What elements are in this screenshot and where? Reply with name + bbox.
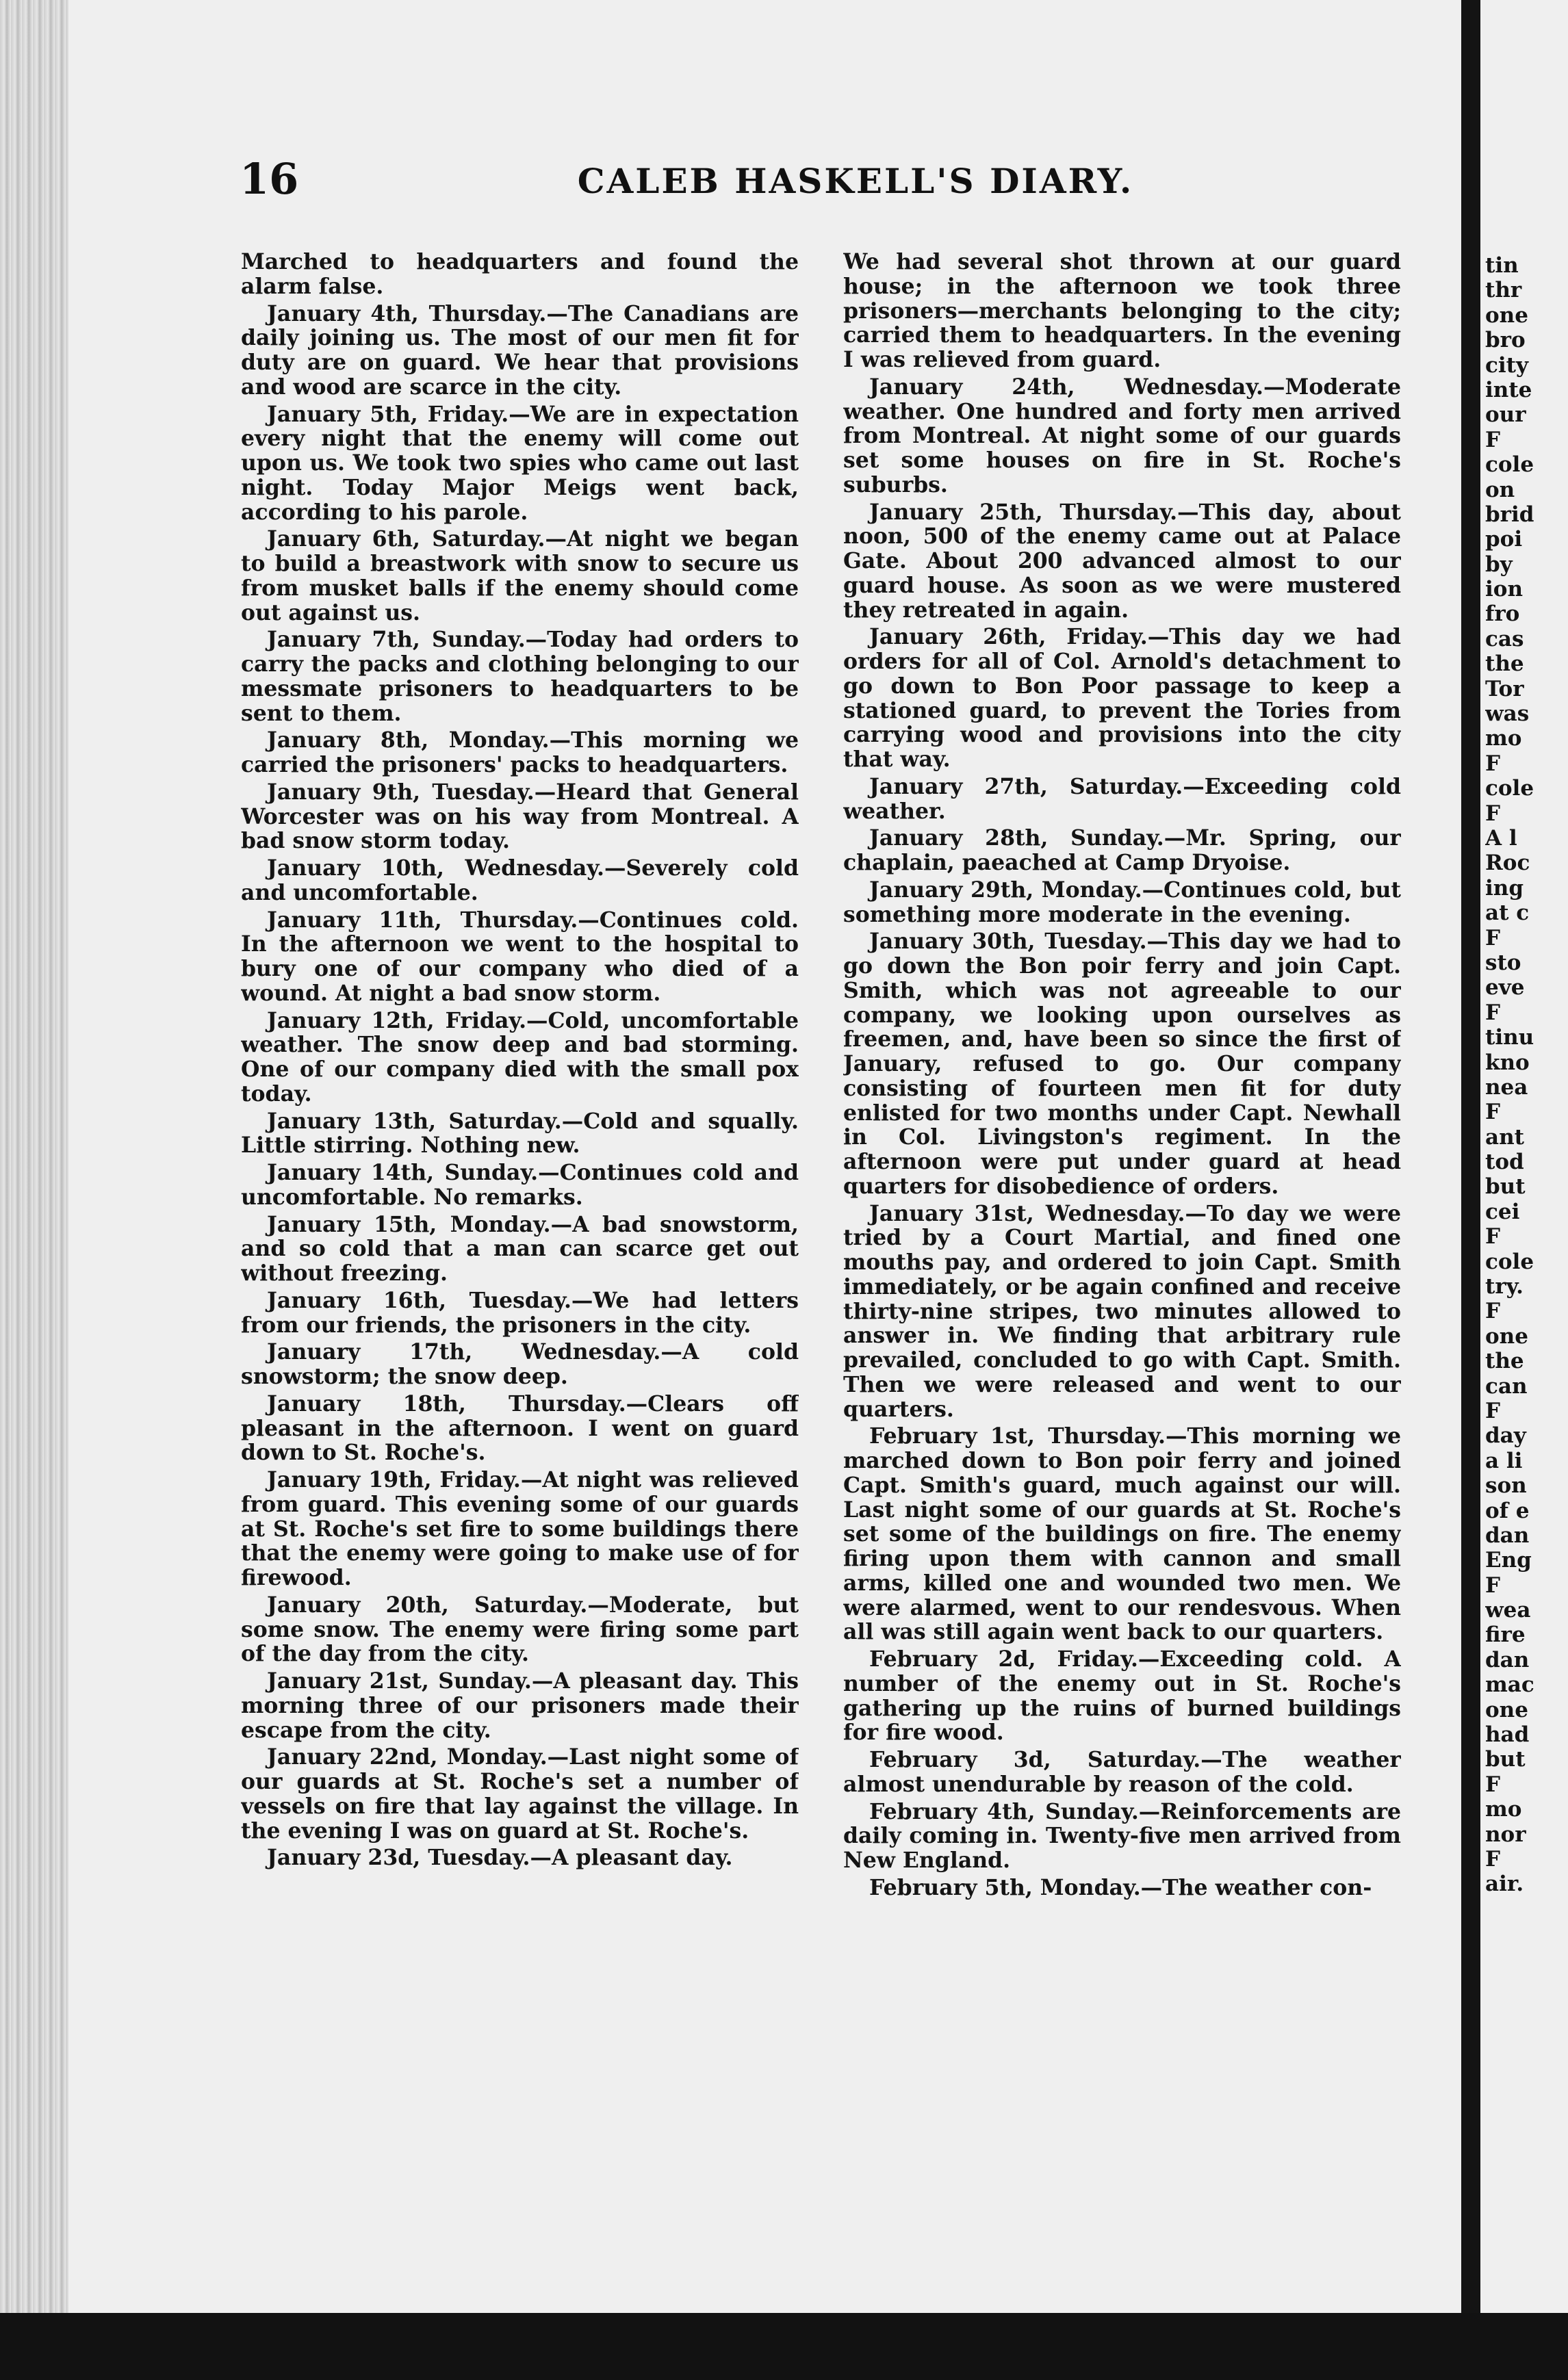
diary-entry: Marched to headquarters and found the alarm false. bbox=[241, 250, 799, 299]
text-fragment: fro bbox=[1485, 602, 1520, 627]
diary-entry: January 17th, Wednesday.—A cold snowstorm; the snow deep. bbox=[241, 1339, 799, 1389]
text-fragment: tinu bbox=[1485, 1025, 1534, 1050]
text-fragment: city bbox=[1485, 352, 1528, 378]
text-fragment: was bbox=[1485, 701, 1530, 727]
text-fragment: of e bbox=[1485, 1498, 1530, 1523]
text-fragment: F bbox=[1485, 1398, 1501, 1423]
text-fragment: cei bbox=[1485, 1199, 1520, 1224]
text-fragment: the bbox=[1485, 1349, 1524, 1374]
page-title: CALEB HASKELL'S DIARY. bbox=[577, 161, 1134, 201]
text-fragment: mac bbox=[1485, 1672, 1534, 1698]
diary-entry: January 30th, Tuesday.—This day we had to go down the Bon poir ferry and join Capt. Smith, which was not agreeable to our company, we looking upon ourselves as freemen, and, have been so since the first of January, refused to go. Our company consisting of fourteen men fit for duty enlisted for two months under Capt. Newhall in Col. Livingston's regiment. In the afternoon were put under guard at head quarters for disobedience of orders. bbox=[843, 929, 1401, 1199]
text-fragment: dan bbox=[1485, 1647, 1530, 1672]
right-column bbox=[843, 250, 1401, 2303]
text-fragment: on bbox=[1485, 477, 1515, 502]
diary-entry: January 22nd, Monday.—Last night some of our guards at St. Roche's set a number of vessels on fire that lay against the village. In the evening I was on guard at St. Roche's. bbox=[241, 1744, 799, 1844]
diary-entry: January 18th, Thursday.—Clears off pleasant in the afternoon. I went on guard down to St. Roche's. bbox=[241, 1391, 799, 1466]
text-fragment: nea bbox=[1485, 1074, 1528, 1100]
diary-entry: January 7th, Sunday.—Today had orders to carry the packs and clothing belonging to our messmate prisoners to headquarters to be sent to them. bbox=[241, 627, 799, 726]
text-fragment: eve bbox=[1485, 975, 1525, 1000]
text-fragment: one bbox=[1485, 1323, 1528, 1349]
diary-entry: January 16th, Tuesday.—We had letters from our friends, the prisoners in the city. bbox=[241, 1287, 799, 1338]
text-fragment: cas bbox=[1485, 626, 1524, 651]
text-fragment: F bbox=[1485, 801, 1501, 826]
text-fragment: ion bbox=[1485, 577, 1523, 602]
diary-entry: January 5th, Friday.—We are in expectation every night that the enemy will come out upon us. We took two spies who came out last night. Today Major Meigs went back, according to his parole. bbox=[241, 401, 799, 525]
diary-entry: January 4th, Thursday.—The Canadians are daily joining us. The most of our men fit for duty are on guard. We hear that provisions and wood are scarce in the city. bbox=[241, 300, 799, 400]
diary-entry: January 27th, Saturday.—Exceeding cold weather. bbox=[843, 773, 1401, 824]
text-fragment: Eng bbox=[1485, 1548, 1532, 1573]
diary-entry: January 25th, Thursday.—This day, about noon, 500 of the enemy came out at Palace Gate. About 200 advanced almost to our guard house. As soon as we were mustered they retreated in again. bbox=[843, 499, 1401, 623]
diary-entry: January 11th, Thursday.—Continues cold. In the afternoon we went to the hospital to bury one of our company who died of a wound. At night a bad snow storm. bbox=[241, 907, 799, 1006]
diary-entry: January 15th, Monday.—A bad snowstorm, and so cold that a man can scarce get out without freezing. bbox=[241, 1211, 799, 1286]
text-fragment: one bbox=[1485, 302, 1528, 328]
diary-entry: January 10th, Wednesday.—Severely cold and uncomfortable. bbox=[241, 855, 799, 905]
text-fragment: son bbox=[1485, 1473, 1527, 1499]
text-fragment: fire bbox=[1485, 1622, 1526, 1648]
diary-entry: We had several shot thrown at our guard house; in the afternoon we took three prisoners—merchants belonging to the city; carried them to headquarters. In the evening I was relieved from guard. bbox=[843, 250, 1401, 372]
text-fragment: F bbox=[1485, 751, 1501, 776]
text-fragment: F bbox=[1485, 1224, 1501, 1250]
text-fragment: dan bbox=[1485, 1523, 1530, 1548]
scan-bottom-edge bbox=[0, 2313, 1568, 2380]
page-gutter bbox=[1461, 0, 1480, 2380]
text-fragment: can bbox=[1485, 1373, 1528, 1399]
text-fragment: at c bbox=[1485, 901, 1530, 926]
text-fragment: air. bbox=[1485, 1872, 1524, 1897]
diary-entry: January 13th, Saturday.—Cold and squally. Little stirring. Nothing new. bbox=[241, 1108, 799, 1159]
text-fragment: had bbox=[1485, 1722, 1530, 1748]
text-fragment: F bbox=[1485, 1772, 1501, 1797]
diary-entry: January 29th, Monday.—Continues cold, but something more moderate in the evening. bbox=[843, 877, 1401, 927]
text-fragment: but bbox=[1485, 1747, 1526, 1772]
text-fragment: A l bbox=[1485, 825, 1517, 851]
text-fragment: our bbox=[1485, 402, 1526, 428]
text-fragment: day bbox=[1485, 1423, 1526, 1449]
text-fragment: bro bbox=[1485, 328, 1526, 353]
diary-entry: February 5th, Monday.—The weather con- bbox=[869, 1874, 1372, 1900]
diary-entry: February 2d, Friday.—Exceeding cold. A number of the enemy out in St. Roche's gathering up the ruins of burned buildings for fire wood. bbox=[843, 1646, 1401, 1746]
text-fragment: cole bbox=[1485, 776, 1534, 801]
text-fragment: ant bbox=[1485, 1124, 1524, 1150]
diary-entry: February 1st, Thursday.—This morning we marched down to Bon poir ferry and joined Capt. Smith's guard, much against our will. Last night some of our guards at St. Roche's set some of the buildings on fire. The enemy firing upon them with cannon and small arms, killed one and wounded two men. We were alarmed, went to our rendesvous. When all was still again went back to our quarters. bbox=[843, 1423, 1401, 1645]
text-fragment: tin bbox=[1485, 253, 1519, 278]
text-fragment: mo bbox=[1485, 726, 1522, 751]
page-number: 16 bbox=[240, 154, 299, 204]
text-fragment: sto bbox=[1485, 950, 1521, 975]
next-page-fragments bbox=[1485, 253, 1567, 1897]
diary-entry: February 3d, Saturday.—The weather almost unendurable by reason of the cold. bbox=[843, 1747, 1401, 1797]
text-fragment: thr bbox=[1485, 278, 1522, 303]
text-fragment: the bbox=[1485, 651, 1524, 677]
left-column bbox=[241, 250, 799, 2303]
text-fragment: ing bbox=[1485, 875, 1524, 901]
text-fragment: kno bbox=[1485, 1050, 1530, 1075]
text-fragment: brid bbox=[1485, 502, 1534, 527]
text-fragment: cole bbox=[1485, 452, 1534, 478]
text-fragment: a li bbox=[1485, 1448, 1523, 1473]
diary-entry: January 23d, Tuesday.—A pleasant day. bbox=[267, 1845, 733, 1871]
text-fragment: by bbox=[1485, 552, 1513, 577]
diary-entry: January 28th, Sunday.—Mr. Spring, our chaplain, paeached at Camp Dryoise. bbox=[843, 825, 1401, 875]
text-fragment: poi bbox=[1485, 527, 1523, 552]
text-fragment: F bbox=[1485, 1573, 1501, 1598]
diary-entry: January 9th, Tuesday.—Heard that General Worcester was on his way from Montreal. A bad snow storm today. bbox=[241, 779, 799, 854]
diary-entry: January 6th, Saturday.—At night we began to build a breastwork with snow to secure us from musket balls if the enemy should come out against us. bbox=[241, 526, 799, 625]
book-binding bbox=[0, 0, 68, 2380]
text-fragment: F bbox=[1485, 427, 1501, 452]
text-fragment: F bbox=[1485, 1847, 1501, 1872]
text-fragment: nor bbox=[1485, 1822, 1526, 1847]
text-fragment: tod bbox=[1485, 1150, 1524, 1175]
text-fragment: inte bbox=[1485, 377, 1532, 402]
diary-entry: January 20th, Saturday.—Moderate, but some snow. The enemy were firing some part of the day from the city. bbox=[241, 1592, 799, 1667]
text-fragment: but bbox=[1485, 1174, 1526, 1200]
text-fragment: F bbox=[1485, 1100, 1501, 1125]
diary-entry: January 12th, Friday.—Cold, uncomfortable weather. The snow deep and bad storming. One of our company died with the small pox today. bbox=[241, 1007, 799, 1107]
diary-entry: January 31st, Wednesday.—To day we were tried by a Court Martial, and fined one mouths pay, and ordered to join Capt. Smith immediately, or be again confined and receive thirty-nine stripes, two minutes allowed to answer in. We finding that arbitrary rule prevailed, concluded to go with Capt. Smith. Then we were released and went to our quarters. bbox=[843, 1200, 1401, 1422]
text-fragment: F bbox=[1485, 925, 1501, 950]
text-fragment: F bbox=[1485, 1299, 1501, 1324]
diary-entry: January 26th, Friday.—This day we had orders for all of Col. Arnold's detachment to go down to Bon Poor passage to keep a stationed guard, to prevent the Tories from carrying wood and provisions into the city that way. bbox=[843, 624, 1401, 772]
diary-entry: January 14th, Sunday.—Continues cold and uncomfortable. No remarks. bbox=[241, 1160, 799, 1210]
diary-entry: January 24th, Wednesday.—Moderate weather. One hundred and forty men arrived from Montreal. At night some of our guards set some houses on fire in St. Roche's suburbs. bbox=[843, 374, 1401, 497]
text-fragment: try. bbox=[1485, 1274, 1524, 1299]
text-fragment: wea bbox=[1485, 1598, 1531, 1623]
diary-entry: January 19th, Friday.—At night was relieved from guard. This evening some of our guards at St. Roche's set fire to some buildings there that the enemy were going to make use of for firewood. bbox=[241, 1467, 799, 1590]
text-fragment: Roc bbox=[1485, 851, 1530, 876]
text-fragment: mo bbox=[1485, 1797, 1522, 1822]
running-head bbox=[240, 154, 1417, 216]
diary-entry: February 4th, Sunday.—Reinforcements are daily coming in. Twenty-five men arrived from New England. bbox=[843, 1798, 1401, 1873]
diary-entry: January 21st, Sunday.—A pleasant day. This morning three of our prisoners made their escape from the city. bbox=[241, 1668, 799, 1743]
text-fragment: one bbox=[1485, 1697, 1528, 1722]
diary-entry: January 8th, Monday.—This morning we carried the prisoners' packs to headquarters. bbox=[241, 727, 799, 777]
text-fragment: cole bbox=[1485, 1249, 1534, 1274]
text-fragment: F bbox=[1485, 1000, 1501, 1025]
text-fragment: Tor bbox=[1485, 676, 1524, 701]
